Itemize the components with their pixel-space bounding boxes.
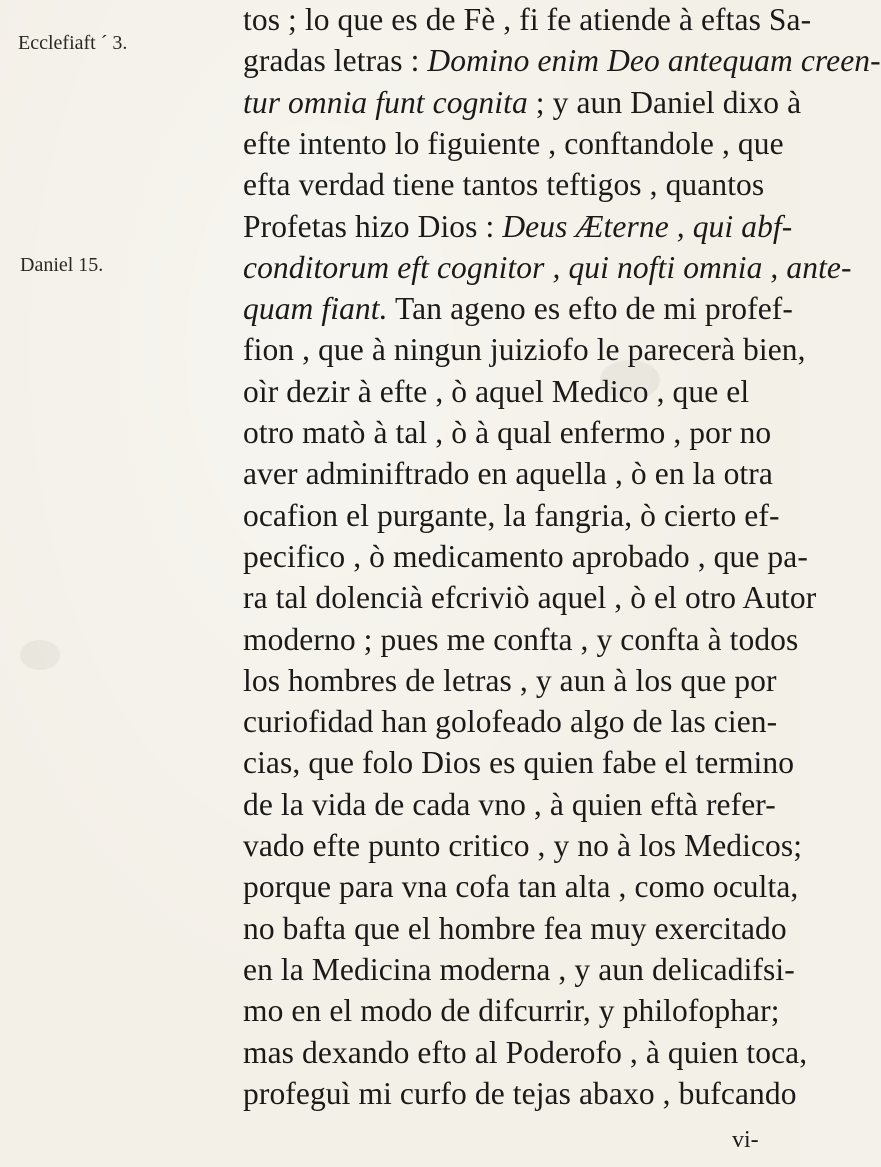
text-run: pecifico , ò medicamento aprobado , que pa- (243, 538, 808, 574)
text-run: efte intento lo figuiente , conftandole , que (243, 125, 784, 161)
text-run: profeguì mi curfo de tejas abaxo , bufcando (243, 1075, 797, 1111)
text-line (243, 828, 803, 863)
margin-note-daniel: Daniel 15. (20, 254, 104, 276)
text-run: curiofidad han golofeado algo de las cien- (243, 704, 778, 740)
text-run: otro matò à tal , ò à qual enfermo , por no (243, 415, 772, 450)
text-line (243, 332, 806, 368)
text-run: ocafion el purgante, la fangria, ò cierto ef- (243, 497, 780, 533)
text-line (243, 538, 808, 574)
text-line (243, 373, 783, 409)
text-line (243, 910, 787, 946)
margin-note-ecclesiastes: Ecclefiaft ´ 3. (18, 32, 128, 54)
text-run: en la Medicina moderna , y aun delicadifsi- (243, 951, 795, 987)
text-line (243, 662, 783, 698)
text-run: no bafta que el hombre fea muy exercitado (243, 910, 787, 946)
text-line (243, 43, 881, 79)
paper-stain (20, 640, 60, 670)
latin-quote: Deus Æterne , qui abf- (502, 208, 793, 244)
text-line (243, 208, 793, 244)
text-run: efta verdad tiene tantos teftigos , quantos (243, 167, 765, 203)
text-run: mo en el modo de difcurrir, y philofophar; (243, 993, 780, 1029)
text-run: moderno ; pues me confta , y confta à todos (243, 621, 799, 657)
text-line (243, 84, 802, 120)
text-line (243, 458, 783, 490)
text-line (243, 291, 793, 327)
text-line (243, 497, 783, 533)
latin-quote: tur omnia funt cognita (243, 84, 528, 120)
text-line (243, 621, 799, 657)
text-line (243, 786, 783, 822)
text-run: fion , que à ningun juiziofo le parecerà bien, (243, 332, 806, 368)
text-line (243, 249, 852, 285)
text-run: ; y aun Daniel dixo à (527, 84, 802, 120)
latin-quote: Domino enim Deo antequam creen- (427, 43, 881, 79)
text-run: Profetas hizo Dios : (243, 208, 503, 244)
text-line (243, 580, 817, 616)
text-run: cias, que folo Dios es quien fabe el termino (243, 745, 795, 781)
text-line (243, 169, 783, 201)
text-line (243, 125, 784, 161)
text-line (243, 2, 812, 37)
text-line (243, 706, 783, 738)
text-line (243, 869, 799, 905)
latin-quote: quam fiant. (243, 291, 388, 327)
text-run: los hombres de letras , y aun à los que por (243, 662, 777, 698)
text-line (243, 417, 783, 449)
catchword: vi- (732, 1127, 759, 1153)
text-line (243, 951, 795, 987)
text-run: Tan ageno es efto de mi profef- (387, 291, 793, 327)
text-line (243, 995, 783, 1027)
text-run: aver adminiftrado en aquella , ò en la otra (243, 456, 773, 492)
latin-quote: conditorum eft cognitor , qui nofti omnia , ante- (243, 249, 852, 285)
text-run: mas dexando efto al Poderofo , à quien toca, (243, 1034, 808, 1070)
text-run: gradas letras : (243, 43, 428, 79)
text-run: tos ; lo que es de Fè , fi fe atiende à eftas Sa- (243, 2, 812, 37)
text-line (243, 745, 795, 781)
text-line (243, 1034, 808, 1070)
text-run: ra tal dolencià efcriviò aquel , ò el otro Autor (243, 580, 817, 616)
text-run: porque para vna cofa tan alta , como oculta, (243, 869, 799, 905)
text-run: oìr dezir à efte , ò aquel Medico , que el (243, 373, 750, 409)
text-line (243, 1075, 797, 1111)
text-run: de la vida de cada vno , à quien eftà refer- (243, 786, 776, 822)
text-run: vado efte punto critico , y no à los Medicos; (243, 828, 803, 863)
